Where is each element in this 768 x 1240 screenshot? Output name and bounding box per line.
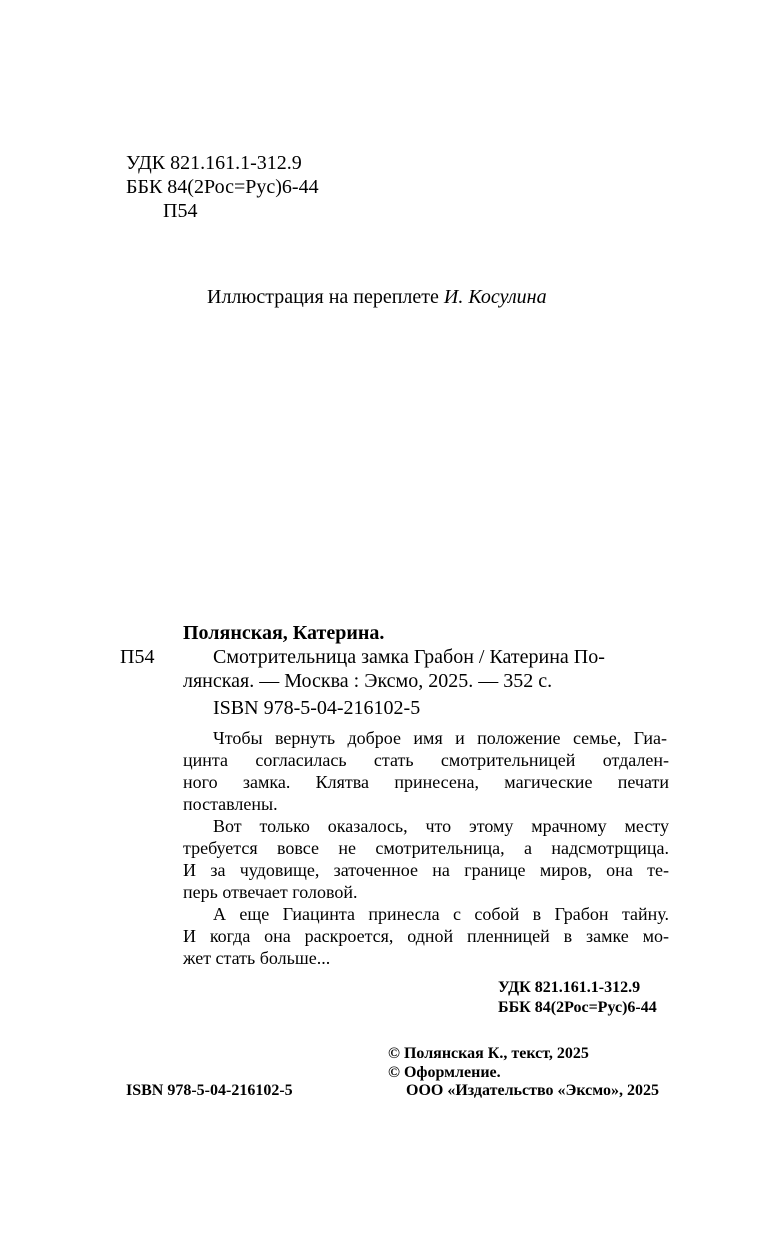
annotation-line: Чтобы вернуть доброе имя и положение семье, Гиа- xyxy=(213,728,667,748)
copyright-design: © Оформление. xyxy=(388,1064,501,1081)
annotation-line: ного замка. Клятва принесена, магические печати xyxy=(183,772,669,792)
annotation-line: требуется вовсе не смотрительница, а надсмотрщица. xyxy=(183,838,669,858)
author-mark-entry: П54 xyxy=(120,646,155,668)
annotation-line: поставлены. xyxy=(183,794,278,814)
illustration-artist: И. Косулина xyxy=(443,286,547,308)
annotation-line: цинта согласилась стать смотрительницей отдален- xyxy=(183,750,669,770)
annotation-line: И когда она раскроется, одной пленницей в замке мо- xyxy=(183,926,669,946)
bbk-code: ББК 84(2Рос=Рус)6-44 xyxy=(126,176,319,198)
bib-description-line-1: Смотрительница замка Грабон / Катерина По- xyxy=(213,646,605,668)
bib-description-line-2: лянская. — Москва : Эксмо, 2025. — 352 с. xyxy=(183,670,553,692)
copyright-text: © Полянская К., текст, 2025 xyxy=(388,1045,589,1062)
author-mark-top: П54 xyxy=(163,200,198,222)
footer-isbn: ISBN 978-5-04-216102-5 xyxy=(126,1082,293,1099)
annotation-line: И за чудовище, заточенное на границе миров, она те- xyxy=(183,860,669,880)
udk-code: УДК 821.161.1-312.9 xyxy=(126,152,302,174)
author-heading: Полянская, Катерина. xyxy=(183,622,385,644)
catalog-isbn: ISBN 978-5-04-216102-5 xyxy=(213,697,421,719)
annotation-line: А еще Гиацинта принесла с собой в Грабон тайну. xyxy=(213,904,669,924)
illustration-prefix: Иллюстрация на переплете xyxy=(207,286,444,308)
annotation-line: перь отвечает головой. xyxy=(183,882,358,902)
copyright-publisher: ООО «Издательство «Эксмо», 2025 xyxy=(406,1082,659,1099)
footer-udk-code: УДК 821.161.1-312.9 xyxy=(498,979,641,996)
illustration-credit xyxy=(207,284,547,310)
annotation-line: Вот только оказалось, что этому мрачному месту xyxy=(213,816,669,836)
footer-bbk-code: ББК 84(2Рос=Рус)6-44 xyxy=(498,999,657,1016)
annotation-line: жет стать больше... xyxy=(183,948,331,968)
